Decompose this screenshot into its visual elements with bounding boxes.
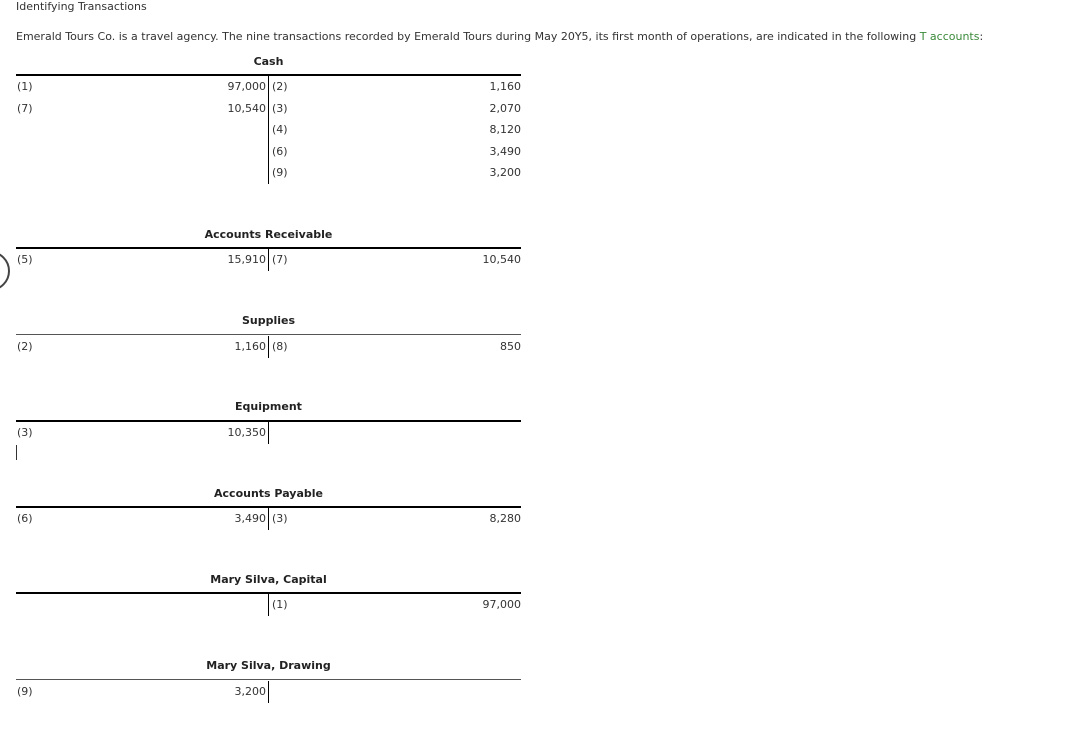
t-account-row (16, 340, 521, 354)
credit-ref: (7) (272, 253, 288, 266)
credit-amount: 10,540 (482, 253, 521, 266)
debit-ref: (3) (17, 426, 33, 439)
annotation-circle (0, 251, 10, 291)
t-account-title: Mary Silva, Drawing (206, 659, 331, 672)
t-account-title: Equipment (235, 400, 302, 413)
credit-amount: 2,070 (489, 101, 521, 115)
t-account-row (16, 426, 521, 440)
debit-ref: (1) (17, 80, 33, 93)
debit-ref: (2) (17, 340, 33, 353)
credit-ref: (8) (272, 340, 288, 353)
intro-suffix: : (979, 30, 984, 43)
t-account-title: Cash (253, 55, 284, 68)
credit-amount: 850 (500, 340, 521, 353)
credit-ref: (2) (272, 80, 288, 93)
debit-amount: 97,000 (227, 80, 266, 93)
debit-ref: (7) (17, 101, 33, 115)
debit-ref: (9) (17, 685, 33, 698)
debit-amount: 10,540 (227, 101, 266, 115)
credit-amount: 8,280 (489, 512, 521, 525)
text-cursor (16, 445, 17, 460)
t-account-title: Accounts Payable (214, 487, 323, 500)
credit-ref: (4) (272, 123, 288, 136)
credit-amount: 8,120 (489, 123, 521, 136)
intro-paragraph (16, 30, 983, 43)
credit-amount: 3,200 (489, 166, 521, 179)
debit-amount: 3,490 (234, 512, 266, 525)
credit-ref: (1) (272, 598, 288, 611)
intro-text: Emerald Tours Co. is a travel agency. The nine transactions recorded by Emerald Tours during May 20Y5, its first month of operations, are indicated in the following (16, 30, 920, 43)
credit-ref: (3) (272, 101, 288, 115)
t-account-title: Supplies (241, 314, 296, 327)
t-account-title: Accounts Receivable (204, 228, 333, 241)
t-account-row (16, 512, 521, 526)
t-account-row (16, 80, 521, 94)
credit-ref: (3) (272, 512, 288, 525)
t-account-row (16, 253, 521, 267)
debit-amount: 15,910 (227, 253, 266, 266)
credit-ref: (9) (272, 166, 288, 179)
page-title: Identifying Transactions (16, 0, 147, 13)
debit-ref: (5) (17, 253, 33, 266)
credit-amount: 97,000 (482, 598, 521, 611)
t-account-row (16, 102, 521, 116)
debit-ref: (6) (17, 512, 33, 525)
t-account-row (16, 685, 521, 699)
t-account-title: Mary Silva, Capital (210, 573, 327, 586)
t-account-rule (16, 334, 521, 335)
credit-amount: 3,490 (489, 144, 521, 158)
debit-amount: 10,350 (227, 426, 266, 439)
debit-amount: 3,200 (234, 685, 266, 698)
t-account-row (16, 123, 521, 137)
debit-amount: 1,160 (234, 340, 266, 353)
t-account-rule (16, 679, 521, 680)
t-account-row (16, 166, 521, 180)
t-accounts-link[interactable]: T accounts (919, 30, 980, 43)
credit-amount: 1,160 (489, 80, 521, 93)
credit-ref: (6) (272, 144, 288, 158)
t-account-row (16, 145, 521, 159)
t-account-row (16, 598, 521, 612)
